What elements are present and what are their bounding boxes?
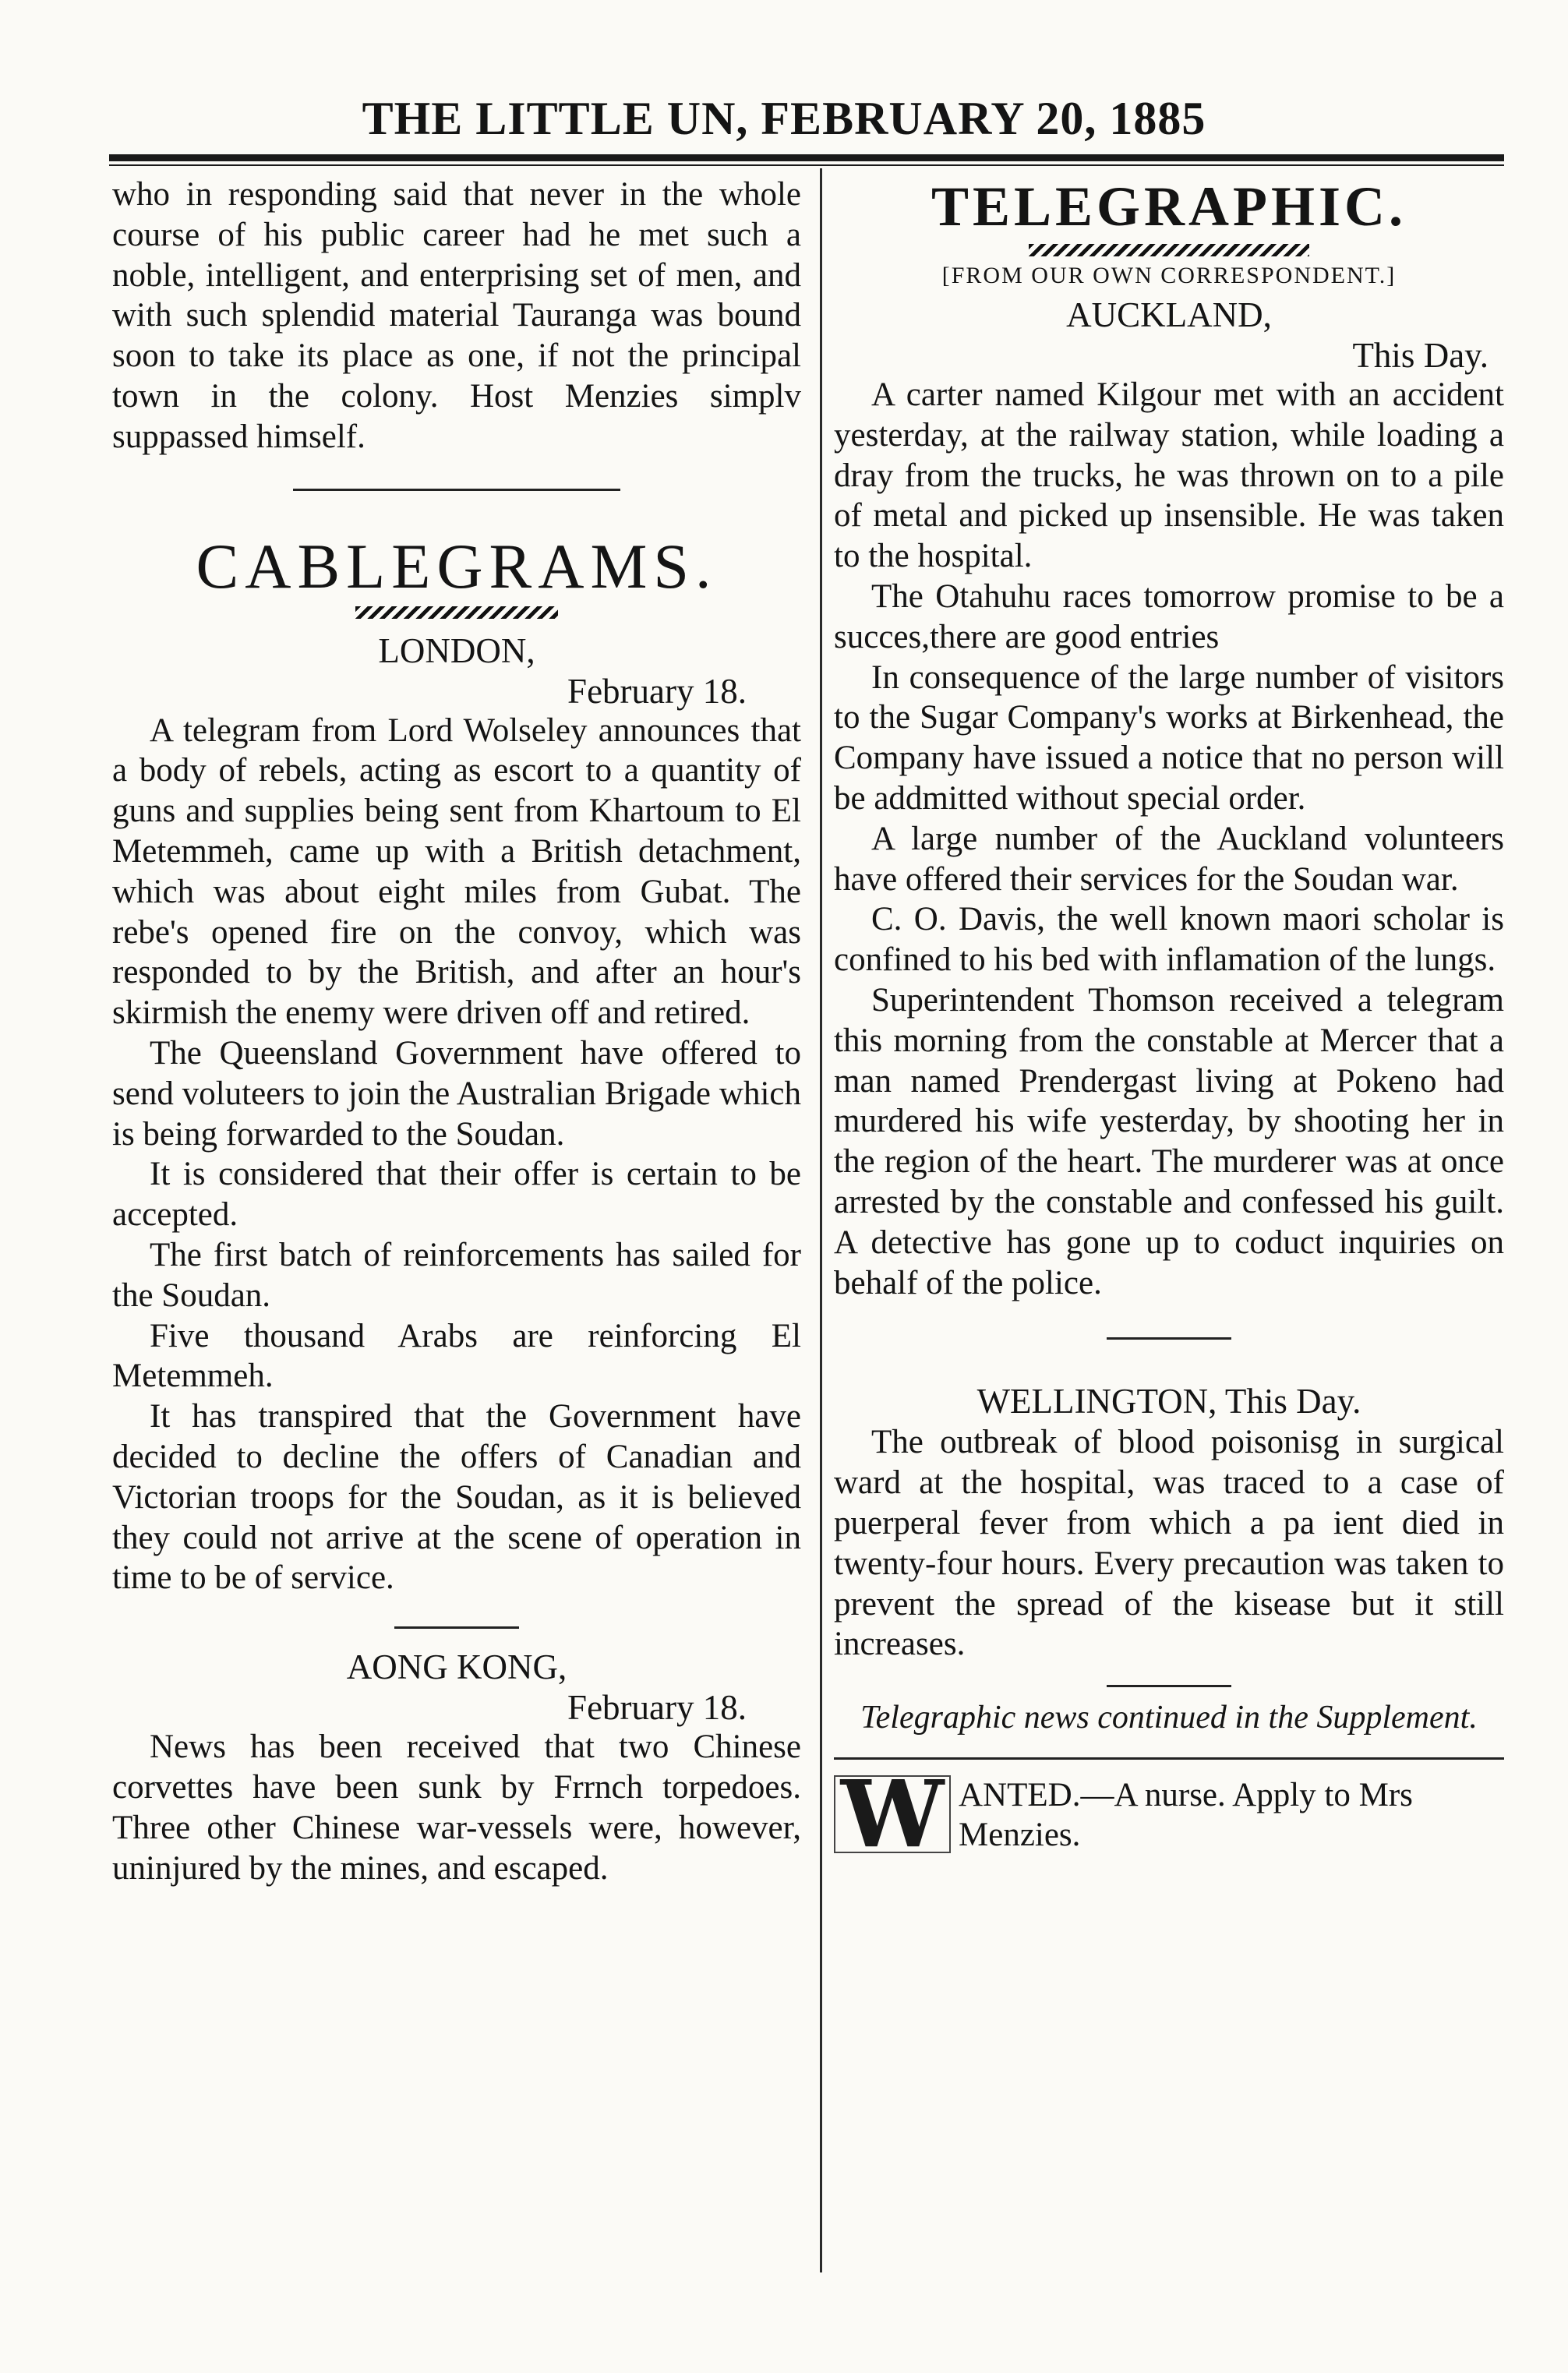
heading-ornament bbox=[1029, 244, 1309, 256]
london-paragraph: It is considered that their offer is certain to be accepted. bbox=[112, 1156, 801, 1234]
auckland-paragraph: The Otahuhu races tomorrow promise to be a succes,there are good entries bbox=[834, 577, 1504, 655]
auckland-paragraph: C. O. Davis, the well known maori scholar is confined to his bed with inflamation of the lungs. bbox=[834, 901, 1504, 979]
auckland-paragraph: In consequence of the large number of visitors to the Sugar Company's works at Birkenhead, the Company have issued a notice that no person will be addmitted without special order. bbox=[834, 659, 1504, 817]
section-divider bbox=[394, 1626, 519, 1629]
right-column bbox=[834, 175, 1504, 1855]
telegraphic-heading: TELEGRAPHIC. bbox=[931, 175, 1407, 238]
masthead-rule bbox=[109, 154, 1504, 161]
source-note: [FROM OUR OWN CORRESPONDENT.] bbox=[941, 263, 1397, 288]
hongkong-dateline: AONG KONG, bbox=[346, 1647, 567, 1687]
wellington-paragraph: The outbreak of blood poisonisg in surgical ward at the hospital, was traced to a case of puerperal fever from which a pa ient died in twenty-four hours. Every precaution was taken to prevent the spread of the kisease but it still increases. bbox=[834, 1424, 1504, 1663]
london-dateline: LONDON, bbox=[378, 630, 535, 670]
london-paragraph: It has transpired that the Government have decided to decline the offers of Canadian and Victorian troops for the Soudan, as it is believed they could not arrive at the scene of operation in time to be of service. bbox=[112, 1398, 801, 1597]
london-paragraph: A telegram from Lord Wolseley announces that a body of rebels, acting as escort to a quantity of guns and supplies being sent from Khartoum to El Metemmeh, came up with a British detachment, which was about eight miles from Gubat. The rebe's opened fire on the convoy, which was responded to by the British, and after an hour's skirmish the enemy were driven off and retired. bbox=[112, 712, 801, 1032]
wellington-dateline: WELLINGTON, This Day. bbox=[976, 1382, 1361, 1421]
section-divider bbox=[1107, 1337, 1231, 1340]
page-masthead: THE LITTLE UN, FEBRUARY 20, 1885 bbox=[362, 93, 1206, 144]
left-column bbox=[112, 175, 801, 1888]
section-divider bbox=[1107, 1685, 1231, 1687]
section-divider bbox=[834, 1757, 1504, 1760]
auckland-paragraph: A carter named Kilgour met with an accident yesterday, at the railway station, while loading a dray from the trucks, he was thrown on to a pile of metal and picked up insensible. He was taken to the hospital. bbox=[834, 376, 1504, 575]
london-paragraph: The first batch of reinforcements has sailed for the Soudan. bbox=[112, 1236, 801, 1314]
section-divider bbox=[293, 489, 620, 491]
masthead-rule-thin bbox=[109, 164, 1504, 166]
intro-paragraph: who in responding said that never in the whole course of his public career had he met such a noble, intelligent, and enterprising set of men, and with such splendid material Tauranga was bound soon to take its place as one, if not the principal town in the colony. Host Menzies simplv suppassed himself. bbox=[112, 176, 801, 455]
london-paragraph: The Queensland Government have offered to send voluteers to join the Australian Brigade which is being forwarded to the Soudan. bbox=[112, 1034, 801, 1153]
wanted-text: ANTED.—A nurse. Apply to Mrs Menzies. bbox=[959, 1777, 1413, 1854]
auckland-paragraph: A large number of the Auckland volunteers have offered their services for the Soudan war. bbox=[834, 820, 1504, 898]
london-paragraph: Five thousand Arabs are reinforcing El Metemmeh. bbox=[112, 1317, 801, 1395]
wanted-advert bbox=[834, 1775, 1504, 1855]
continued-note: Telegraphic news continued in the Supplement. bbox=[860, 1700, 1478, 1736]
auckland-dateline: AUCKLAND, bbox=[1066, 295, 1272, 334]
column-divider bbox=[820, 168, 822, 2272]
ornamental-initial: W bbox=[834, 1775, 951, 1853]
heading-ornament bbox=[355, 606, 558, 619]
cablegrams-heading: CABLEGRAMS. bbox=[196, 530, 718, 602]
auckland-date: This Day. bbox=[1352, 336, 1489, 375]
hongkong-date: February 18. bbox=[567, 1688, 747, 1728]
auckland-paragraph: Superintendent Thomson received a telegram this morning from the constable at Mercer that a man named Prendergast living at Pokeno had murdered his wife yesterday, by shooting her in the region of the heart. The murderer was at once arrested by the constable and confessed his guilt. A detective has gone up to coduct inquiries on behalf of the police. bbox=[834, 981, 1504, 1301]
hongkong-paragraph: News has been received that two Chinese corvettes have been sunk by Frrnch torpedoes. Three other Chinese war-vessels were, however, uninjured by the mines, and escaped. bbox=[112, 1729, 801, 1887]
london-date: February 18. bbox=[567, 671, 747, 711]
